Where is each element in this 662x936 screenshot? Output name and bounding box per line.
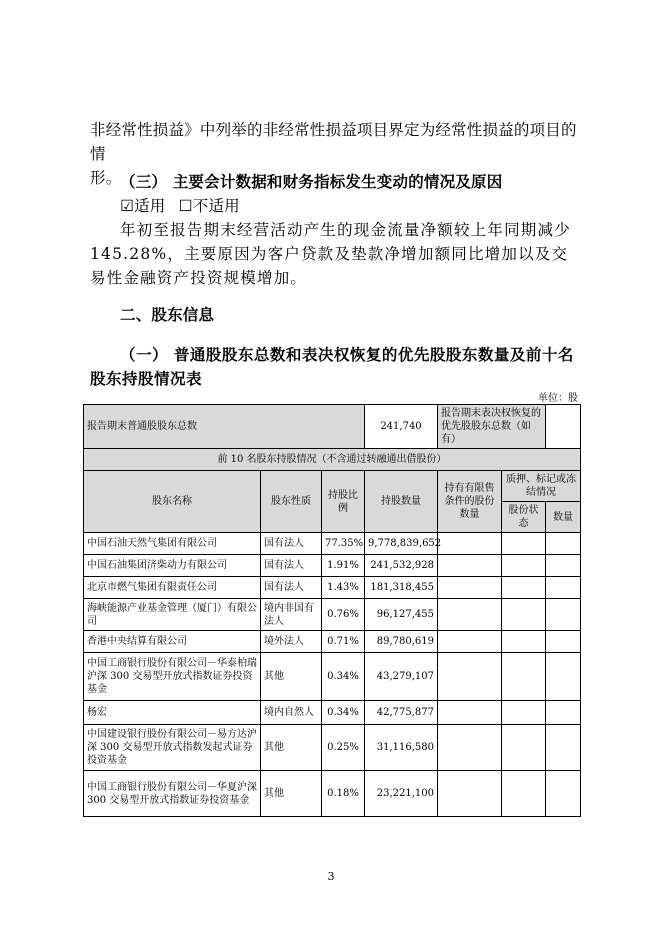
- restricted-quantity: [438, 599, 502, 631]
- shareholding-ratio: 0.18%: [322, 771, 365, 817]
- intro-line-1: 非经常性损益》中列举的非经常性损益项目界定为经常性损益的项目的情: [90, 121, 577, 163]
- table-row: [84, 555, 581, 577]
- pledge-quantity: [546, 533, 581, 555]
- shareholder-nature: 境内非国有法人: [261, 599, 322, 631]
- shareholding-ratio: 1.43%: [322, 577, 365, 599]
- shareholding-quantity: 96,127,455: [365, 599, 438, 631]
- header-pledge-qty: 数量: [546, 502, 581, 533]
- pledge-status: [502, 599, 546, 631]
- shareholder-nature: 国有法人: [261, 577, 322, 599]
- shareholder-nature: 境内自然人: [261, 701, 322, 725]
- page-number: 3: [327, 870, 335, 883]
- shareholding-ratio: 0.34%: [322, 701, 365, 725]
- applicability-options: [120, 194, 610, 218]
- shareholding-quantity: 43,279,107: [365, 653, 438, 701]
- shareholder-name: 中国工商银行股份有限公司－华夏沪深 300 交易型开放式指数证券投资基金: [84, 771, 261, 817]
- header-nature: 股东性质: [261, 471, 322, 533]
- shareholding-quantity: 9,778,839,652: [365, 533, 438, 555]
- header-pledge-status: 股份状态: [502, 502, 546, 533]
- caption-row: [84, 449, 581, 471]
- table-row: [84, 533, 581, 555]
- pledge-status: [502, 653, 546, 701]
- header-quantity: 持股数量: [365, 471, 438, 533]
- header-name: 股东名称: [84, 471, 261, 533]
- restricted-quantity: [438, 631, 502, 653]
- table-row: [84, 599, 581, 631]
- preferred-shareholders-label: 报告期末表决权恢复的优先股股东总数（如有）: [438, 405, 546, 449]
- shareholding-ratio: 0.34%: [322, 653, 365, 701]
- shareholding-quantity: 31,116,580: [365, 725, 438, 771]
- restricted-quantity: [438, 771, 502, 817]
- shareholder-name: 中国石油天然气集团有限公司: [84, 533, 261, 555]
- shareholder-name: 杨宏: [84, 701, 261, 725]
- restricted-quantity: [438, 577, 502, 599]
- table-row: [84, 701, 581, 725]
- pledge-status: [502, 631, 546, 653]
- shareholder-nature: 其他: [261, 771, 322, 817]
- shareholding-ratio: 0.25%: [322, 725, 365, 771]
- pledge-status: [502, 577, 546, 599]
- restricted-quantity: [438, 555, 502, 577]
- header-pledge: 质押、标记或冻结情况: [502, 471, 581, 502]
- top10-caption: 前 10 名股东持股情况（不含通过转融通出借股份）: [84, 449, 581, 471]
- table-row: [84, 653, 581, 701]
- shareholding-ratio: 77.35%: [322, 533, 365, 555]
- shareholder-name: 香港中央结算有限公司: [84, 631, 261, 653]
- applicable-label: 适用: [134, 197, 166, 215]
- total-shareholders-label: 报告期末普通股股东总数: [84, 405, 365, 449]
- pledge-status: [502, 555, 546, 577]
- shareholder-nature: 国有法人: [261, 533, 322, 555]
- pledge-quantity: [546, 555, 581, 577]
- pledge-status: [502, 533, 546, 555]
- shareholder-nature: 国有法人: [261, 555, 322, 577]
- shareholder-name: 北京市燃气集团有限责任公司: [84, 577, 261, 599]
- restricted-quantity: [438, 653, 502, 701]
- shareholding-quantity: 89,780,619: [365, 631, 438, 653]
- shareholder-table: [83, 404, 581, 817]
- pledge-quantity: [546, 599, 581, 631]
- shareholder-name: 海峡能源产业基金管理（厦门）有限公司: [84, 599, 261, 631]
- not-applicable-label: 不适用: [192, 197, 240, 215]
- shareholder-name: 中国工商银行股份有限公司－华泰柏瑞沪深 300 交易型开放式指数证券投资基金: [84, 653, 261, 701]
- shareholding-quantity: 23,221,100: [365, 771, 438, 817]
- shareholding-quantity: 241,532,928: [365, 555, 438, 577]
- shareholder-name: 中国石油集团济柴动力有限公司: [84, 555, 261, 577]
- unchecked-box-icon: ☐: [178, 197, 193, 215]
- summary-row: [84, 405, 581, 449]
- pledge-quantity: [546, 725, 581, 771]
- shareholders-subheading: （一） 普通股股东总数和表决权恢复的优先股股东数量及前十名股东持股情况表: [90, 346, 574, 388]
- unit-label: 单位：股: [538, 393, 578, 404]
- header-restricted: 持有有限售条件的股份数量: [438, 471, 502, 533]
- shareholders-heading: 二、股东信息: [120, 306, 215, 324]
- pledge-status: [502, 771, 546, 817]
- table-row: [84, 577, 581, 599]
- intro-line-2: 形。: [90, 169, 122, 187]
- total-shareholders-value: 241,740: [365, 405, 438, 449]
- pledge-status: [502, 701, 546, 725]
- header-row-1: [84, 471, 581, 502]
- shareholder-nature: 其他: [261, 653, 322, 701]
- table-row: [84, 771, 581, 817]
- pledge-quantity: [546, 701, 581, 725]
- checked-box-icon: ☑: [120, 197, 135, 215]
- shareholding-quantity: 42,775,877: [365, 701, 438, 725]
- restricted-quantity: [438, 701, 502, 725]
- header-ratio: 持股比例: [322, 471, 365, 533]
- section3-heading: （三） 主要会计数据和财务指标发生变动的情况及原因: [120, 173, 503, 191]
- pledge-status: [502, 725, 546, 771]
- table-row: [84, 725, 581, 771]
- pledge-quantity: [546, 577, 581, 599]
- restricted-quantity: [438, 533, 502, 555]
- pledge-quantity: [546, 631, 581, 653]
- pledge-quantity: [546, 653, 581, 701]
- restricted-quantity: [438, 725, 502, 771]
- shareholding-ratio: 0.76%: [322, 599, 365, 631]
- shareholding-ratio: 0.71%: [322, 631, 365, 653]
- section3-body: 年初至报告期末经营活动产生的现金流量净额较上年同期减少145.28%，主要原因为客户贷款及垫款净增加额同比增加以及交易性金融资产投资规模增加。: [90, 221, 571, 287]
- table-row: [84, 631, 581, 653]
- shareholder-nature: 其他: [261, 725, 322, 771]
- shareholder-name: 中国建设银行股份有限公司－易方达沪深 300 交易型开放式指数发起式证券投资基金: [84, 725, 261, 771]
- preferred-shareholders-value: [546, 405, 581, 449]
- shareholding-quantity: 181,318,455: [365, 577, 438, 599]
- shareholding-ratio: 1.91%: [322, 555, 365, 577]
- shareholder-nature: 境外法人: [261, 631, 322, 653]
- pledge-quantity: [546, 771, 581, 817]
